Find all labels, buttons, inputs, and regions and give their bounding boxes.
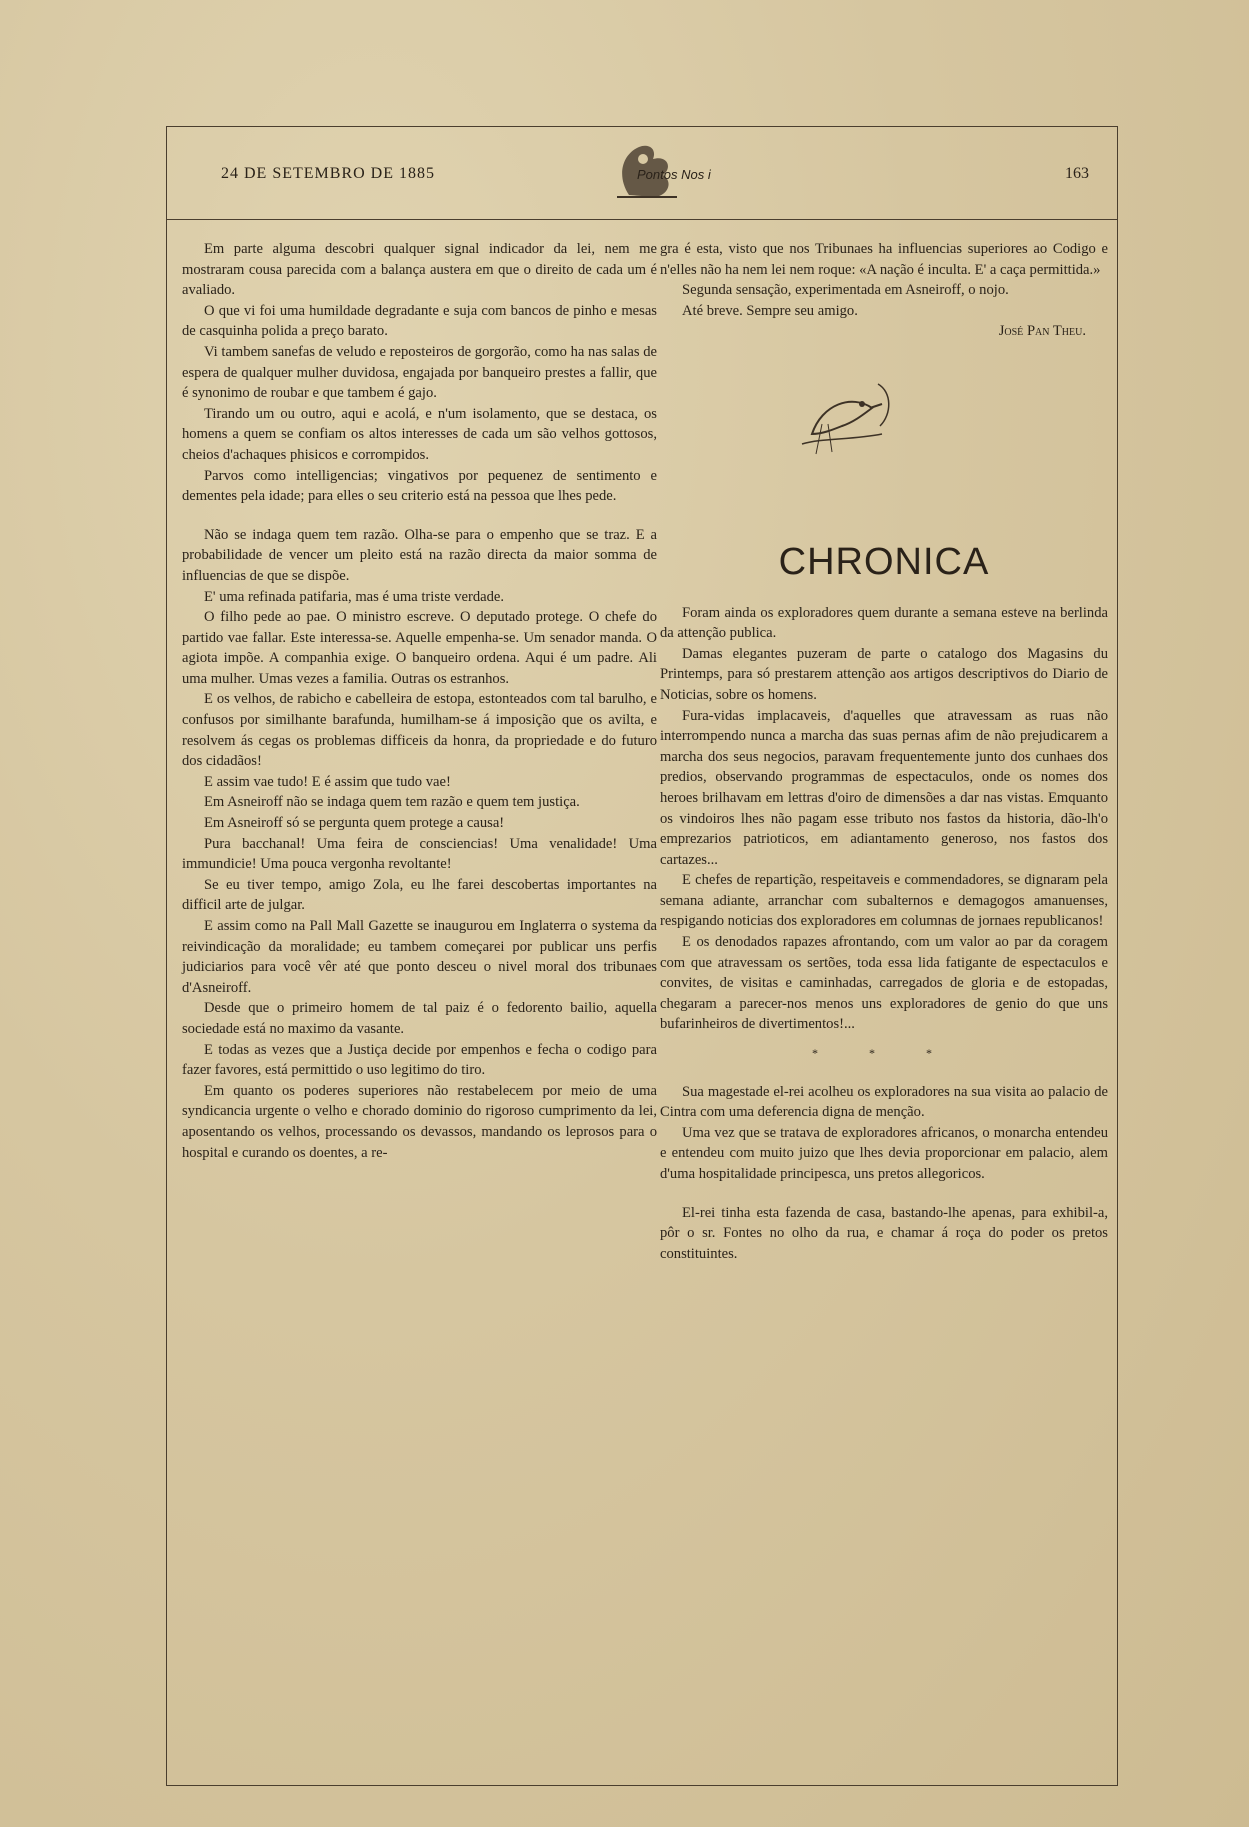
paragraph: Damas elegantes puzeram de parte o catalogo dos Magasins du Printemps, para só prestarem attenção aos artigos descriptivos do Diario de Noticias, sobre os homens.: [660, 645, 1108, 703]
paragraph: E assim como na Pall Mall Gazette se inaugurou em Inglaterra o systema da reivindicação da moralidade; eu tambem começarei por publicar uns perfis judiciarios para você vêr até que ponto desceu o nivel moral dos tribunaes d'Asneiroff.: [182, 918, 657, 996]
paragraph: Se eu tiver tempo, amigo Zola, eu lhe farei descobertas importantes na difficil arte de julgar.: [182, 876, 657, 914]
paragraph: E' uma refinada patifaria, mas é uma triste verdade.: [204, 588, 505, 605]
paragraph: Foram ainda os exploradores quem durante a semana esteve na berlinda da attenção publica.: [660, 604, 1108, 642]
section-title: CHRONICA: [778, 540, 990, 583]
paragraph: E todas as vezes que a Justiça decide por empenhos e fecha o codigo para fazer favores, está permittido o uso legitimo do tiro.: [182, 1041, 657, 1079]
paragraph: Pura bacchanal! Uma feira de consciencias! Uma venalidade! Uma immundicie! Uma pouca vergonha revoltante!: [182, 835, 657, 873]
paragraph: Fura-vidas implacaveis, d'aquelles que atravessam as ruas não interrompendo nunca a marcha das suas pernas afim de não prejudicarem a marcha dos seus negocios, paravam frequentemente junto dos cunhaes dos predios, observando programmas de espectaculos, onde os nomes dos heroes brilhavam em lettras d'oiro de dimensões a dar nas vistas. Emquanto os vindoiros lhes não pagam esse tributo nos fastos da historia, dão-lh'o emprezarios patrioticos, em adiantamento generoso, nos fastos dos cartazes...: [660, 707, 1108, 868]
paragraph: gra é esta, visto que nos Tribunaes ha influencias superiores ao Codigo e n'elles não ha nem lei nem roque: «A nação é inculta. E' a caça permittida.»: [660, 241, 1108, 278]
paragraph: Vi tambem sanefas de veludo e reposteiros de gorgorão, como ha nas salas de espera de qualquer mulher duvidosa, engajada por banqueiro prestes a fallir, que é synonimo de roubar e que tambem é gajo.: [182, 343, 657, 402]
paragraph: E os denodados rapazes afrontando, com um valor ao par da coragem com que atravessam os sertões, toda essa lida fatigante de espectaculos e convites, de visitas e caminhadas, carregados de gloria e de estopadas, chegaram a parecer-nos menos uns exploradores de genio do que uns bufarinheiros de divertimentos!...: [660, 934, 1108, 1033]
paragraph: E assim vae tudo! E é assim que tudo vae!: [204, 773, 451, 790]
paragraph: O filho pede ao pae. O ministro escreve. O deputado protege. O chefe do partido vae fallar. Este interessa-se. Aquelle empenha-se. Um senador manda. O agiota impõe. A companhia exige. O banqueiro ordena. Aqui é um padre. Ali uma mulher. Umas vezes a familia. Outras os estranhos.: [182, 609, 657, 687]
masthead-logo: [577, 137, 727, 207]
paragraph: Em Asneiroff só se pergunta quem protege a causa!: [204, 815, 505, 832]
paragraph: Segunda sensação, experimentada em Asneiroff, o nojo.: [682, 282, 1009, 299]
paragraph: El-rei tinha esta fazenda de casa, bastando-lhe apenas, para exhibil-a, pôr o sr. Fontes no olho da rua, e chamar á roça do poder os pretos constituintes.: [660, 1204, 1108, 1262]
paragraph: Desde que o primeiro homem de tal paiz é o fedorento bailio, aquella sociedade está no maximo da vasante.: [182, 1000, 657, 1037]
bird-ornament-icon: [792, 364, 902, 460]
paragraph: Em Asneiroff não se indaga quem tem razão e quem tem justiça.: [204, 794, 580, 811]
paragraph: O que vi foi uma humildade degradante e suja com bancos de pinho e mesas de casquinha polida a preço barato.: [182, 302, 657, 340]
author-signature: José Pan Theu.: [998, 323, 1086, 340]
paragraph: Uma vez que se tratava de exploradores africanos, o monarcha entendeu e entendeu com muito juizo que lhes devia proporcionar em palacio, alem d'uma hospitalidade principesca, uns pretos allegoricos.: [660, 1124, 1108, 1182]
paragraph: Parvos como intelligencias; vingativos por pequenez de sentimento e dementes pela idade; para elles o seu criterio está na pessoa que lhes pede.: [182, 467, 657, 505]
paragraph: Em parte alguma descobri qualquer signal indicador da lei, nem me mostraram cousa parecida com a balança austera em que o direito de cada um é avaliado.: [182, 241, 657, 299]
section-separator: * * *: [812, 1046, 956, 1061]
page-header: [167, 127, 1117, 220]
masthead-title: Pontos Nos i: [637, 167, 711, 182]
page-frame: [166, 126, 1118, 1786]
paragraph: Não se indaga quem tem razão. Olha-se para o empenho que se traz. E a probabilidade de vencer um pleito está na razão directa da maior somma de influencias de que se dispõe.: [182, 526, 657, 584]
left-column: [182, 239, 657, 1163]
issue-date: 24 DE SETEMBRO DE 1885: [221, 165, 435, 182]
paragraph: Em quanto os poderes superiores não restabelecem por meio de uma syndicancia urgente o velho e chorado dominio do rigoroso cumprimento da lei, aposentando os velhos, processando os devassos, mandando os leprosos para o hospital e curando os doentes, a re-: [182, 1082, 657, 1161]
paragraph: E chefes de repartição, respeitaveis e commendadores, se dignaram pela semana adiante, arranchar com subalternos e demagogos amanuenses, respigando noticias dos exploradores em columnas de jornaes republicanos!: [660, 872, 1108, 930]
right-column: [660, 239, 1108, 1264]
paragraph: E os velhos, de rabicho e cabelleira de estopa, estonteados com tal barulho, e confusos por similhante barafunda, humilham-se á imposição que os avilta, e resolvem ás cegas os problemas difficeis da honra, da propriedade e do futuro dos cidadãos!: [182, 691, 657, 770]
page-number: 163: [1065, 165, 1089, 182]
paragraph: Tirando um ou outro, aqui e acolá, e n'um isolamento, que se destaca, os homens a quem se confiam os altos interesses de cada um são velhos gottosos, cheios d'achaques phisicos e corrompidos.: [182, 405, 657, 463]
paragraph: Sua magestade el-rei acolheu os exploradores na sua visita ao palacio de Cintra com uma deferencia digna de menção.: [660, 1083, 1108, 1121]
paragraph: Até breve. Sempre seu amigo.: [682, 302, 858, 319]
